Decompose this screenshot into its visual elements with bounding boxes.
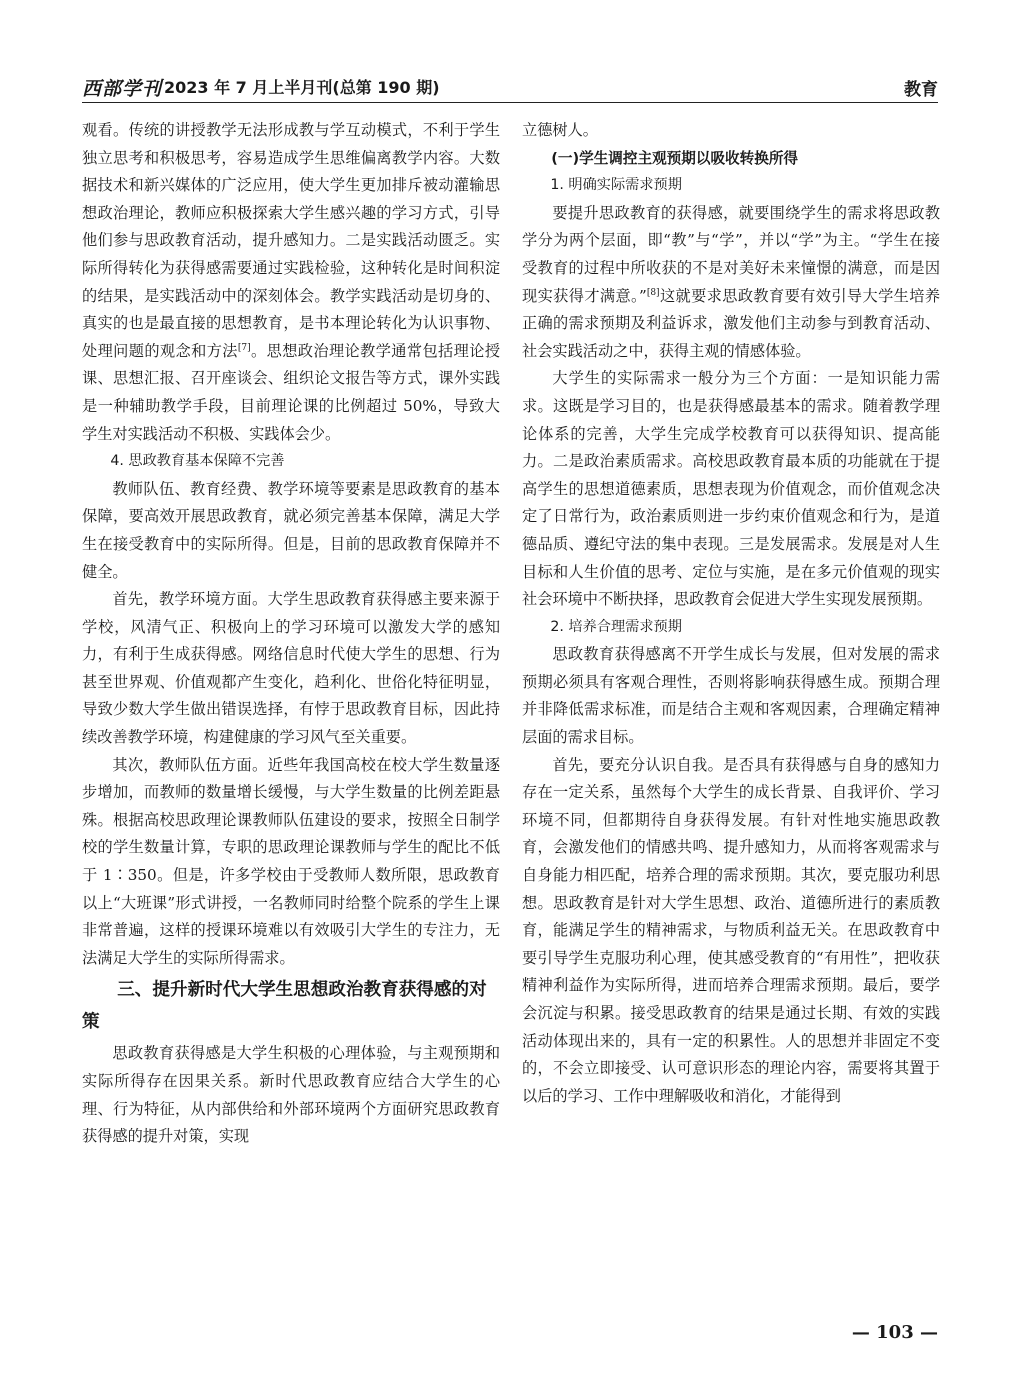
subheading: 1. 明确实际需求预期 (550, 177, 682, 194)
paragraph: 立德树人。 (522, 121, 598, 139)
section-heading: 三、提升新时代大学生思想政治教育获得感的对策 (82, 980, 487, 1033)
journal-logo: 西部学刊 (82, 78, 163, 100)
running-header (82, 70, 938, 103)
paragraph: 思政教育获得感离不开学生成长与发展，但对发展的需求预期必须具有客观合理性，否则将影响获得感生成。预期合理并非降低需求标准，而是结合主观和客观因素，合理确定精神层面的需求目标。 (522, 645, 940, 747)
issue-info: 2023 年 7 月上半月刊(总第 190 期) (164, 78, 440, 97)
citation-ref: [7] (237, 342, 251, 353)
subheading: 2. 培养合理需求预期 (550, 618, 682, 635)
citation-ref: [8] (646, 287, 660, 298)
page-number: — 103 — (851, 1322, 938, 1343)
paragraph: 首先，要充分认识自我。是否具有获得感与自身的感知力存在一定关系，虽然每个大学生的成长背景、自我评价、学习环境不同，但都期待自身获得发展。有针对性地实施思政教育，会激发他们的情感共鸣、提升感知力，从而将客观需求与自身能力相匹配，培养合理的需求预期。其次，要克服功利思想。思政教育是针对大学生思想、政治、道德所进行的素质教育，能满足学生的精神需求，与物质利益无关。在思政教育中要引导学生克服功利心理，使其感受教育的“有用性”，把收获精神利益作为实际所得，进而培养合理需求预期。最后，要学会沉淀与积累。接受思政教育的结果是通过长期、有效的实践活动体现出来的，具有一定的积累性。人的思想并非固定不变的，不会立即接受、认可意识形态的理论内容，需要将其置于以后的学习、工作中理解吸收和消化，才能得到 (522, 755, 940, 1105)
paragraph: 其次，教师队伍方面。近些年我国高校在校大学生数量逐步增加，而教师的数量增长缓慢，与大学生数量的比例差距悬殊。根据高校思政理论课教师队伍建设的要求，按照全日制学校的学生数量计算，专职的思政理论课教师与学生的配比不低于 1∶350。但是，许多学校由于受教师人数所限，思政教育以上“大班课”形式讲授，一名教师同时给整个院系的学生上课非常普遍，这样的授课环境难以有效吸引大学生的专注力，无法满足大学生的实际所得需求。 (82, 755, 500, 967)
subheading: 4. 思政教育基本保障不完善 (110, 453, 285, 470)
paragraph: 首先，教学环境方面。大学生思政教育获得感主要来源于学校，风清气正、积极向上的学习环境可以激发大学的感知力，有利于生成获得感。网络信息时代使大学生的思想、行为甚至世界观、价值观都产生变化，趋利化、世俗化特征明显，导致少数大学生做出错误选择，有悖于思政教育目标，因此持续改善教学环境，构建健康的学习风气至关重要。 (82, 590, 500, 747)
paragraph: 大学生的实际需求一般分为三个方面：一是知识能力需求。这既是学习目的，也是获得感最基本的需求。随着教学理论体系的完善，大学生完成学校教育可以获得知识、提高能力。二是政治素质需求。高校思政教育最本质的功能就在于提高学生的思想道德素质，思想表现为价值观念，而价值观念决定了日常行为，政治素质则进一步约束价值观念和行为，是道德品质、遵纪守法的集中表现。三是发展需求。发展是对人生目标和人生价值的思考、定位与实施，是在多元价值观的现实社会环境中不断抉择，思政教育会促进大学生实现发展预期。 (522, 369, 940, 609)
left-column (82, 117, 500, 1151)
right-column (522, 117, 940, 1110)
section-label: 教育 (904, 80, 938, 100)
paragraph: 思政教育获得感是大学生积极的心理体验，与主观预期和实际所得存在因果关系。新时代思政教育应结合大学生的心理、行为特征，从内部供给和外部环境两个方面研究思政教育获得感的提升对策，实现 (82, 1044, 500, 1146)
paragraph: 教师队伍、教育经费、教学环境等要素是思政教育的基本保障，要高效开展思政教育，就必须完善基本保障，满足大学生在接受教育中的实际所得。但是，目前的思政教育保障并不健全。 (82, 479, 500, 581)
paragraph: 观看。传统的讲授教学无法形成教与学互动模式，不利于学生独立思考和积极思考，容易造成学生思维偏离教学内容。大数据技术和新兴媒体的广泛应用，使大学生更加排斥被动灌输思想政治理论，教师应积极探索大学生感兴趣的学习方式，引导他们参与思政教育活动，提升感知力。二是实践活动匮乏。实际所得转化为获得感需要通过实践检验，这种转化是时间积淀的结果，是实践活动中的深刻体会。教学实践活动是切身的、真实的也是最直接的思想教育，是书本理论转化为认识事物、处理问题的观念和方法[7]。思想政治理论教学通常包括理论授课、思想汇报、召开座谈会、组织论文报告等方式，课外实践是一种辅助教学手段，目前理论课的比例超过 50%，导致大学生对实践活动不积极、实践体会少。 (82, 121, 501, 443)
subsection-heading: (一)学生调控主观预期以吸收转换所得 (551, 149, 799, 167)
paragraph: 要提升思政教育的获得感，就要围绕学生的需求将思政教学分为两个层面，即“教”与“学”，并以“学”为主。“学生在接受教育的过程中所收获的不是对美好未来憧憬的满意，而是因现实获得才满意。”[8]这就要求思政教育要有效引导大学生培养正确的需求预期及利益诉求，激发他们主动参与到教育活动、社会实践活动之中，获得主观的情感体验。 (522, 203, 941, 360)
